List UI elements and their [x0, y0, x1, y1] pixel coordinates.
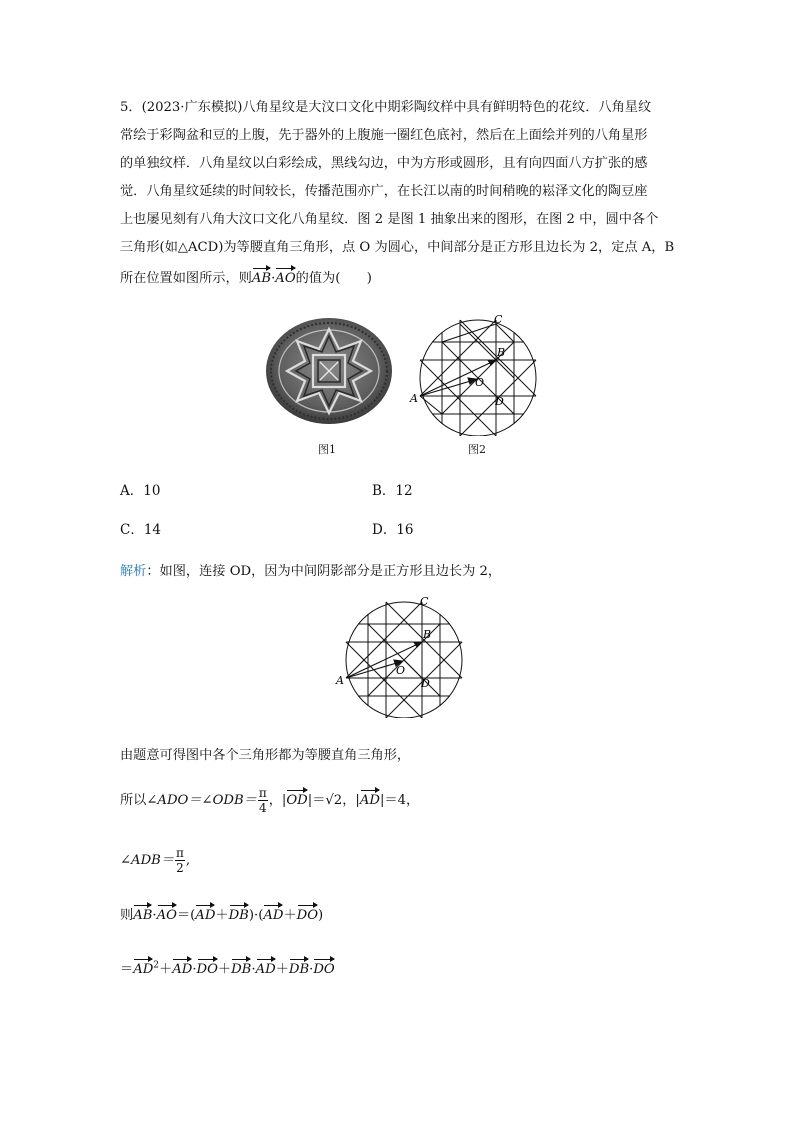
problem-line-3: 的单独纹样．八角星纹以白彩绘成，黑线勾边，中为方形或圆形，且有向四面八方扩张的感: [120, 156, 648, 171]
sol-label-B: B: [423, 628, 432, 641]
angle-adb: ∠ADB＝: [120, 853, 175, 868]
problem-line-5: 上也屡见刻有八角大汶口文化八角星纹．图 2 是图 1 抽象出来的图形，在图 2 中，圆中各个: [120, 212, 659, 227]
figure-1-artifact-image: [264, 316, 394, 426]
fraction-pi-over-2: $\frac{\pi}{2}$: [176, 846, 184, 875]
sol-label-C: C: [420, 595, 429, 608]
figure-1-caption: 图1: [318, 443, 336, 456]
fig2-label-C: C: [494, 313, 503, 326]
solution-line-2: 由题意可得图中各个三角形都为等腰直角三角形，: [120, 748, 411, 763]
sol-label-D: D: [421, 677, 430, 690]
solution-line-1: [120, 560, 501, 579]
fig2-label-O: O: [475, 376, 485, 389]
problem-line-7-prefix: 所在位置如图所示，则: [120, 271, 252, 286]
option-c[interactable]: C．14: [120, 522, 162, 538]
sol-label-O: O: [396, 664, 406, 677]
figure-2-caption: 图2: [468, 443, 486, 456]
solution-intro: ：如图，连接 OD，因为中间阴影部分是正方形且边长为 2，: [146, 564, 502, 579]
fig2-label-B: B: [497, 346, 506, 359]
figure-2-diagram: [408, 312, 540, 436]
sol-label-A: A: [336, 674, 344, 687]
problem-line-7-suffix: 的值为( ): [295, 271, 372, 286]
solution-line-6: $=AD^2+AD\cdot DO+DB\cdot AD+DB\cdot DO$: [120, 960, 335, 977]
problem-line-7: 所在位置如图所示，则AB·AO的值为( ): [120, 271, 372, 286]
od-value: ＝√2，: [312, 793, 356, 808]
vector-AD: AD: [359, 793, 380, 808]
problem-line-1: 5．(2023·广东模拟)八角星纹是大汶口文化中期彩陶纹样中具有鲜明特色的花纹．八角星纹: [120, 100, 652, 115]
option-b[interactable]: B．12: [372, 483, 413, 499]
vector-AO: AO: [275, 271, 296, 286]
fig2-label-A: A: [410, 392, 418, 405]
vector-AB: AB: [251, 271, 272, 286]
solution-line-5-prefix: 则: [120, 908, 134, 923]
solution-line-5: 则AB·AO＝(AD＋DB)·(AD＋DO): [120, 908, 324, 923]
solution-line-4: ∠ADB＝ $\frac{\pi}{2}$ ,: [120, 846, 191, 875]
problem-line-4: 觉．八角星纹延续的时间较长，传播范围亦广，在长江以南的时间稍晚的崧泽文化的陶豆座: [120, 184, 648, 199]
problem-line-6: 三角形(如△ACD)为等腰直角三角形，点 O 为圆心，中间部分是正方形且边长为 2，定点 A，B: [120, 240, 675, 255]
fraction-pi-over-4: $\frac{\pi}{4}$: [258, 786, 267, 815]
solution-diagram: [334, 594, 466, 718]
vector-OD: OD: [286, 793, 308, 808]
ad-value: ＝4，: [384, 793, 420, 808]
angle-equation: ∠ADO＝∠ODB＝: [146, 793, 257, 808]
option-a[interactable]: A．10: [120, 483, 161, 499]
solution-label: 解析: [120, 564, 147, 579]
option-d[interactable]: D．16: [372, 522, 414, 538]
fig2-label-D: D: [495, 395, 504, 408]
solution-line-3: 所以∠ADO＝∠ODB＝ $\frac{\pi}{4}$ ，|OD|＝√2，|AD|＝4，: [120, 786, 420, 815]
solution-line-3-prefix: 所以: [120, 793, 147, 808]
problem-line-2: 常绘于彩陶盆和豆的上腹，先于器外的上腹施一圈红色底衬，然后在上面绘并列的八角星形: [120, 128, 648, 143]
